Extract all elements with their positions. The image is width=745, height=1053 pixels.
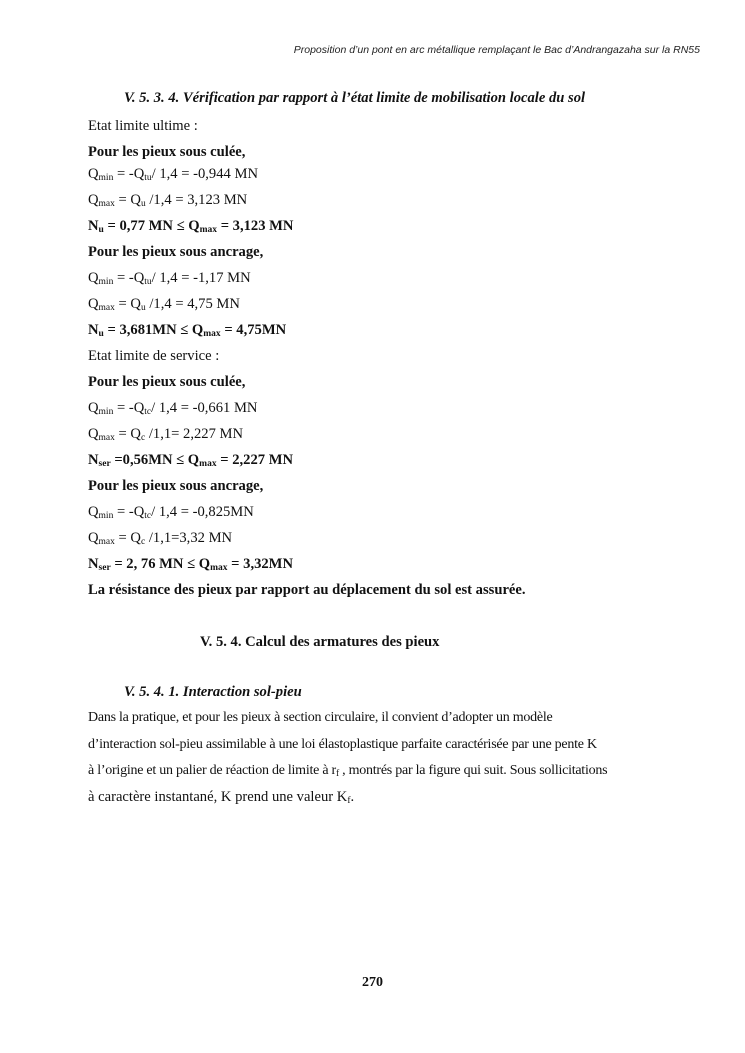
subscript: max [98, 199, 115, 209]
formula-line [88, 191, 247, 213]
text-segment: /1,1= 2,227 MN [145, 426, 244, 442]
subscript: max [98, 433, 115, 443]
formula-line [88, 399, 257, 421]
text-segment: Q [88, 192, 99, 208]
text-segment: Pour les pieux sous culée, [88, 374, 246, 390]
text-segment: = Q [114, 296, 141, 312]
page-number: 270 [362, 975, 383, 990]
subsection-heading [124, 683, 302, 701]
text-segment: V. 5. 4. Calcul des armatures des pieux [200, 634, 440, 650]
text-segment: Etat limite ultime : [88, 118, 198, 134]
subscript: max [203, 329, 221, 339]
text-segment: /1,4 = 4,75 MN [145, 296, 240, 312]
paragraph-line [88, 736, 597, 754]
subscript: ser [98, 459, 111, 469]
text-segment: = -Q [113, 400, 145, 416]
subheading-line [88, 143, 245, 161]
text-segment: N [88, 218, 99, 234]
text-segment: / 1,4 = -1,17 MN [151, 270, 251, 286]
text-segment: Pour les pieux sous ancrage, [88, 244, 264, 260]
text-segment: = 2,227 MN [216, 452, 294, 468]
formula-line [88, 269, 251, 291]
section-heading [200, 633, 439, 651]
text-segment: . [350, 789, 355, 805]
subscript: max [199, 225, 218, 235]
text-segment: = -Q [113, 166, 145, 182]
subscript: max [98, 303, 115, 313]
text-segment: , montrés par la figure qui suit. Sous sollicitations [338, 763, 608, 778]
text-segment: = Q [114, 192, 141, 208]
running-header: Proposition d’un pont en arc métallique remplaçant le Bac d’Andrangazaha sur la RN55 [293, 44, 700, 56]
text-segment: Q [88, 296, 99, 312]
text-segment: V. 5. 3. 4. Vérification par rapport à l’état limite de mobilisation locale du sol [124, 90, 586, 106]
text-segment: d’interaction sol-pieu assimilable à une loi élastoplastique parfaite caractérisée par une pente K [88, 737, 597, 752]
result-line [88, 451, 293, 473]
text-segment: Q [88, 166, 99, 182]
text-segment: / 1,4 = -0,825MN [151, 504, 254, 520]
text-segment: = -Q [113, 504, 145, 520]
text-line [88, 347, 219, 365]
text-segment: = Q [114, 530, 141, 546]
text-segment: = Q [114, 426, 141, 442]
text-segment: Q [88, 504, 99, 520]
subscript: max [210, 563, 228, 573]
text-segment: = 0,77 MN ≤ Q [103, 218, 200, 234]
text-segment: = 3,681MN ≤ Q [103, 322, 204, 338]
text-segment: à caractère instantané, K prend une valeur K [88, 789, 348, 805]
text-segment: = 3,123 MN [217, 218, 294, 234]
subscript: ser [98, 563, 111, 573]
subheading-line [88, 477, 263, 495]
text-segment: Q [88, 270, 99, 286]
subscript: c [140, 537, 146, 547]
formula-line [88, 503, 254, 525]
paragraph-line [88, 709, 552, 727]
result-line [88, 321, 286, 343]
text-segment: Q [88, 426, 99, 442]
subscript: min [98, 407, 114, 417]
text-segment: Q [88, 400, 99, 416]
subscript: tc [144, 407, 152, 417]
subscript: u [98, 225, 104, 235]
formula-line [88, 165, 258, 187]
text-segment: N [88, 452, 99, 468]
text-segment: Dans la pratique, et pour les pieux à section circulaire, il convient d’adopter un modèle [88, 710, 553, 725]
subscript: max [199, 459, 217, 469]
text-segment: à l’origine et un palier de réaction de limite à r [88, 763, 336, 778]
subscript: f [335, 769, 339, 779]
text-segment: La résistance des pieux par rapport au déplacement du sol est assurée. [88, 582, 526, 598]
text-segment: Pour les pieux sous ancrage, [88, 478, 264, 494]
subscript: tu [144, 173, 152, 183]
paragraph-line [88, 762, 607, 783]
text-segment: = 3,32MN [227, 556, 293, 572]
formula-line [88, 425, 243, 447]
paragraph-line [88, 788, 354, 810]
text-segment: N [88, 556, 99, 572]
subscript: tu [144, 277, 152, 287]
text-segment: Etat limite de service : [88, 348, 220, 364]
subscript: tc [144, 511, 152, 521]
subscript: u [140, 199, 146, 209]
subheading-line [88, 243, 263, 261]
text-segment: = -Q [113, 270, 145, 286]
text-segment: / 1,4 = -0,944 MN [151, 166, 258, 182]
subheading-line [88, 373, 245, 391]
text-segment: / 1,4 = -0,661 MN [151, 400, 258, 416]
result-line [88, 555, 293, 577]
text-segment: Pour les pieux sous culée, [88, 144, 246, 160]
subscript: u [98, 329, 104, 339]
subscript: c [140, 433, 146, 443]
formula-line [88, 295, 240, 317]
text-segment: V. 5. 4. 1. Interaction sol-pieu [124, 684, 302, 700]
subscript: u [140, 303, 146, 313]
text-segment: = 2, 76 MN ≤ Q [110, 556, 211, 572]
section-heading [124, 89, 585, 107]
text-line [88, 117, 198, 135]
subscript: f [347, 796, 351, 806]
subscript: min [98, 173, 114, 183]
text-segment: = 4,75MN [220, 322, 287, 338]
text-segment: /1,1=3,32 MN [145, 530, 233, 546]
formula-line [88, 529, 232, 551]
conclusion-line [88, 581, 526, 599]
text-segment: Q [88, 530, 99, 546]
text-segment: N [88, 322, 99, 338]
result-line [88, 217, 293, 239]
text-segment: /1,4 = 3,123 MN [145, 192, 248, 208]
subscript: max [98, 537, 115, 547]
subscript: min [98, 511, 114, 521]
subscript: min [98, 277, 114, 287]
text-segment: =0,56MN ≤ Q [110, 452, 200, 468]
